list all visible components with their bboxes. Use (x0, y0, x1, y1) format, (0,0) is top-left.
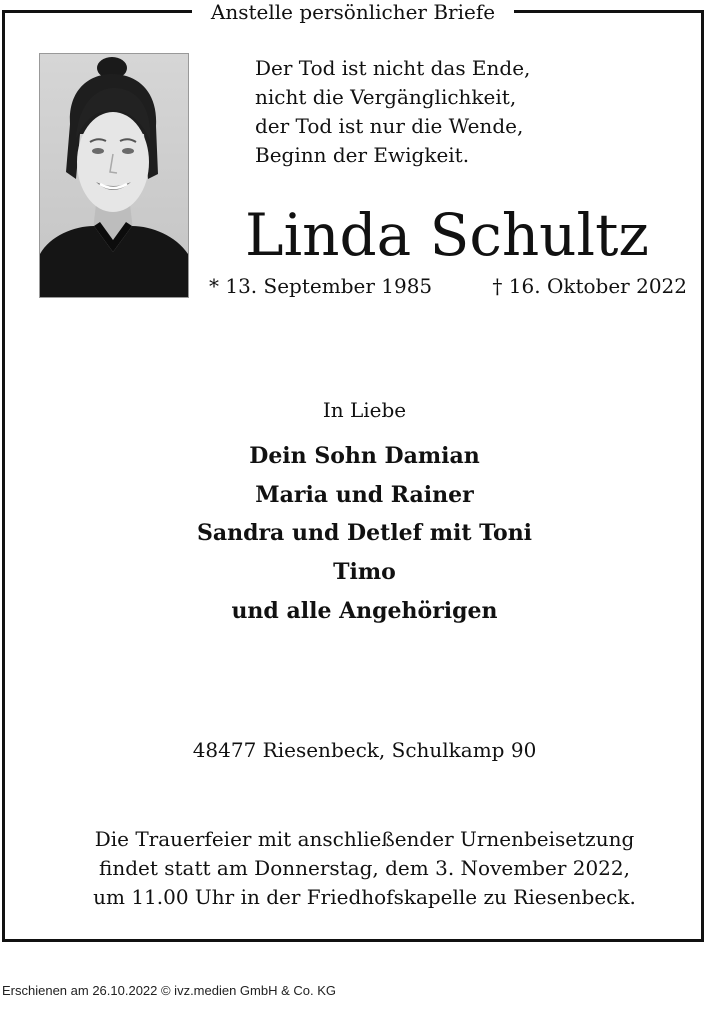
poem-line: nicht die Vergänglichkeit, (255, 85, 517, 109)
mourner-line: Timo (333, 559, 396, 586)
funeral-info (0, 825, 709, 912)
poem-line: Beginn der Ewigkeit. (255, 143, 470, 167)
mourner-line: Dein Sohn Damian (249, 443, 480, 469)
mourner-line: und alle Angehörigen (231, 597, 498, 624)
funeral-line: findet statt am Donnerstag, dem 3. November 2022, (99, 856, 630, 880)
frame-heading: Anstelle persönlicher Briefe (192, 0, 514, 24)
poem (255, 54, 675, 170)
poem-line: der Tod ist nur die Wende, (255, 114, 524, 138)
life-dates (209, 272, 687, 300)
mourning-address: 48477 Riesenbeck, Schulkamp 90 (192, 738, 537, 762)
birth-date: * 13. September 1985 (209, 274, 433, 298)
publication-credit: Erschienen am 26.10.2022 © ivz.medien GmbH & Co. KG (2, 983, 337, 998)
mourner-line: Sandra und Detlef mit Toni (196, 520, 533, 547)
death-date: † 16. Oktober 2022 (492, 274, 687, 298)
portrait-photo (39, 53, 189, 298)
poem-line: Der Tod ist nicht das Ende, (255, 56, 531, 80)
deceased-name: Linda Schultz (245, 201, 649, 269)
in-love-line: In Liebe (322, 398, 407, 422)
mourner-line: Maria und Rainer (255, 481, 474, 508)
funeral-line: um 11.00 Uhr in der Friedhofskapelle zu Riesenbeck. (93, 885, 636, 909)
funeral-line: Die Trauerfeier mit anschließender Urnenbeisetzung (94, 827, 635, 851)
mourners-list (0, 437, 709, 631)
